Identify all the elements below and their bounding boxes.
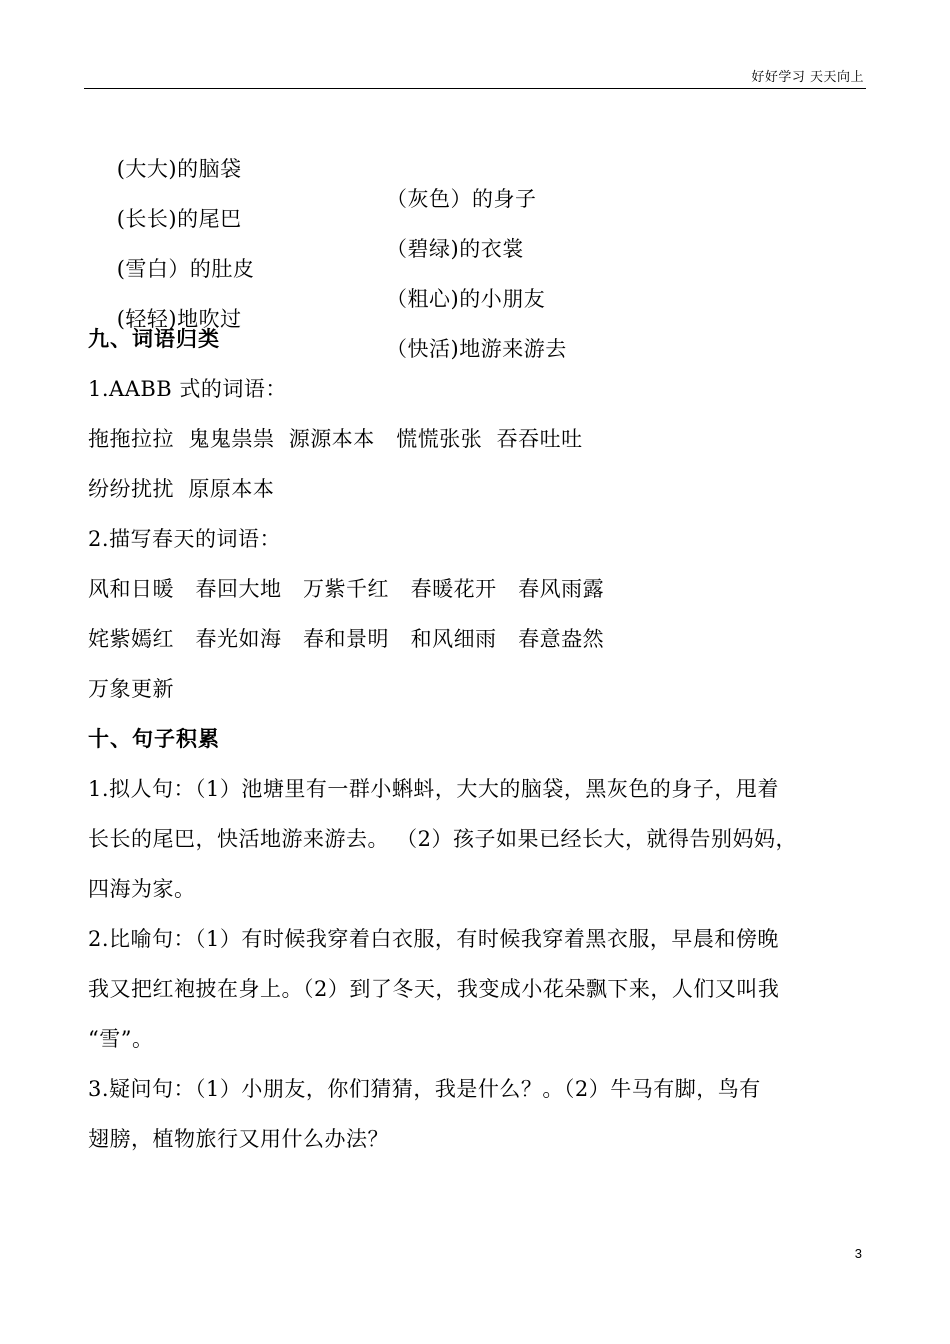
phrase-left: (轻轻)地吹过	[116, 307, 242, 331]
word-list-line: 万象更新	[88, 677, 174, 701]
page-header	[84, 64, 866, 89]
paragraph-line: “雪”。	[88, 1027, 154, 1051]
paragraph-line: 四海为家。	[88, 877, 196, 901]
phrase-left: (长长)的尾巴	[116, 207, 242, 231]
phrase-right: （碧绿)的衣裳	[386, 237, 524, 261]
page-number: 3	[854, 1246, 862, 1261]
word-list-line: 风和日暖 春回大地 万紫千红 春暖花开 春风雨露	[88, 577, 605, 601]
paragraph-line: 1.拟人句：（1）池塘里有一群小蝌蚪，大大的脑袋，黑灰色的身子，甩着	[88, 777, 779, 801]
phrase-right: （粗心)的小朋友	[386, 287, 546, 311]
word-list-line: 拖拖拉拉 鬼鬼祟祟 源源本本 慌慌张张 吞吞吐吐	[88, 427, 583, 451]
word-list-line: 姹紫嫣红 春光如海 春和景明 和风细雨 春意盎然	[88, 627, 605, 651]
paragraph-line: 2.比喻句：（1）有时候我穿着白衣服，有时候我穿着黑衣服，早晨和傍晚	[88, 927, 779, 951]
header-text: 好好学习 天天向上	[751, 70, 864, 85]
paragraph-line: 翅膀，植物旅行又用什么办法？	[88, 1127, 389, 1151]
section-title: 十、句子积累	[88, 727, 220, 751]
section-title: 九、词语归类	[88, 327, 220, 351]
paragraph-line: 我又把红袍披在身上。（2）到了冬天，我变成小花朵飘下来，人们又叫我	[88, 977, 780, 1001]
paragraph-line: 长长的尾巴，快活地游来游去。 （2）孩子如果已经长大，就得告别妈妈，	[88, 827, 798, 851]
subsection-title: 1.AABB 式的词语：	[88, 377, 287, 401]
subsection-title: 2.描写春天的词语：	[88, 527, 282, 551]
phrase-right: （快活)地游来游去	[386, 337, 567, 361]
word-list-line: 纷纷扰扰 原原本本	[88, 477, 275, 501]
phrase-right: （灰色）的身子	[386, 187, 537, 211]
paragraph-line: 3.疑问句：（1）小朋友，你们猜猜，我是什么？。（2）牛马有脚，鸟有	[88, 1077, 761, 1101]
phrase-left: (雪白）的肚皮	[116, 257, 255, 281]
phrase-left: (大大)的脑袋	[116, 157, 242, 181]
